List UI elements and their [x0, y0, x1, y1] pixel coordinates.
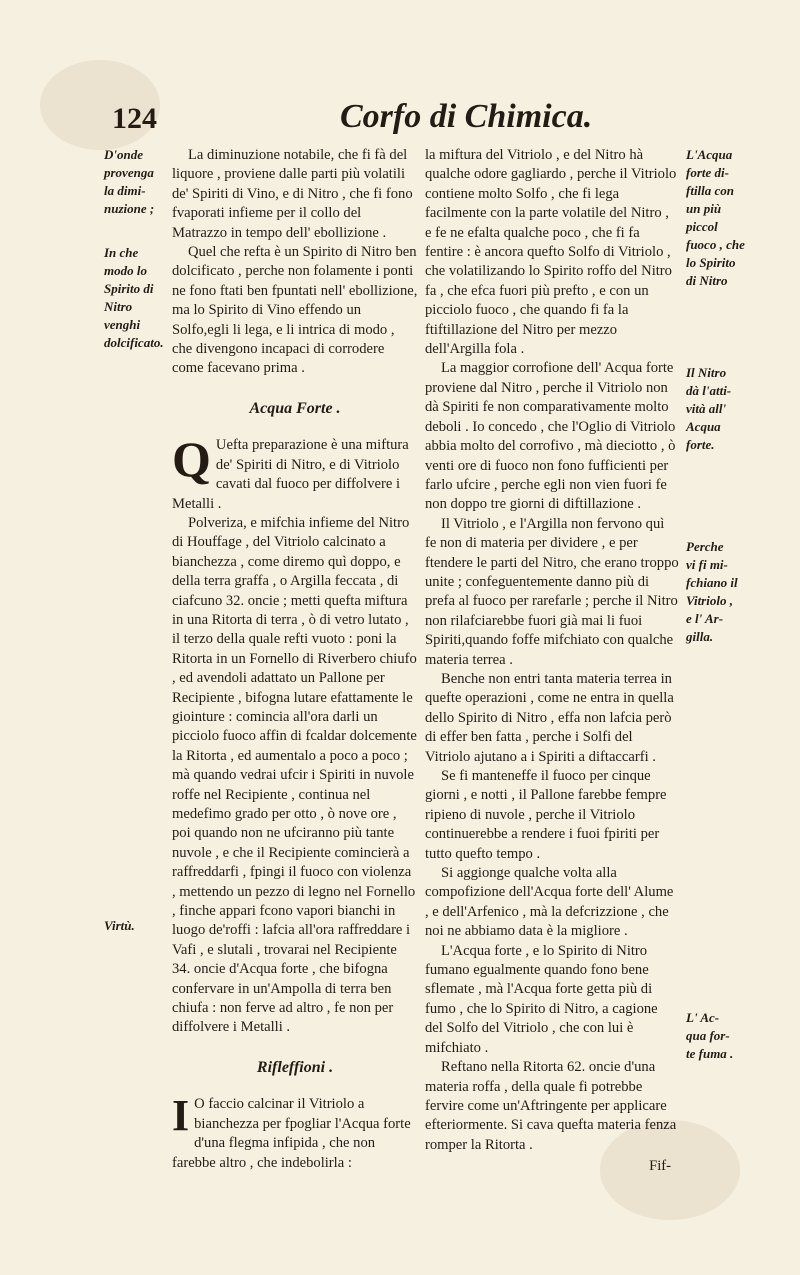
running-title: Corfo di Chimica.: [340, 98, 593, 135]
margin-note-line: piccol: [686, 219, 718, 234]
margin-note-line: Nitro: [104, 299, 133, 314]
margin-note-line: qua for-: [686, 1028, 730, 1043]
margin-note-line: fchiano il: [686, 575, 738, 590]
margin-note: [686, 538, 766, 646]
margin-note-line: dolcificato.: [104, 335, 164, 350]
paragraph: Il Vitriolo , e l'Argilla non fervono quì fe non di materia per dividere , e per ftendere le parti del Nitro, che erano troppo unite ; confeguentemente danno più di prefa al fuoco per rarefarle ; perche il Nitro non rilafciarebbe fuori già mai li fuoi Spiriti,quando foffe mifchiato con qualche materia terrea .: [425, 515, 679, 668]
margin-note-line: modo lo: [104, 263, 147, 278]
margin-note: [104, 244, 172, 352]
section-heading: Acqua Forte .: [249, 399, 341, 417]
page-header: [112, 98, 732, 142]
margin-note-line: Perche: [686, 539, 724, 554]
margin-note-line: L'Acqua: [686, 147, 733, 162]
margin-note-line: provenga: [104, 165, 154, 180]
paragraph: La diminuzione notabile, che fi fà del liquore , proviene dalle parti più volatili de' Spiriti di Vino, e di Nitro , che fi fono fvaporati infieme per il collo del Matrazzo in tempo dell' ebollizione .: [172, 147, 413, 241]
margin-note: [686, 1009, 766, 1063]
text-column-right: [425, 146, 679, 1177]
paragraph-text: O faccio calcinar il Vitriolo a bianchezza per fpogliar l'Acqua forte d'una flegma infipida , che non farebbe altro , che indebolirla :: [172, 1096, 411, 1171]
margin-note: [686, 364, 766, 454]
margin-note-line: di Nitro: [686, 273, 728, 288]
drop-cap: Q: [172, 431, 211, 488]
margin-note-line: fuoco , che: [686, 237, 745, 252]
margin-note: [104, 917, 172, 935]
margin-note-line: D'onde: [104, 147, 143, 162]
paragraph: Polveriza, e mifchia infieme del Nitro di Houffage , del Vitriolo calcinato a bianchezza , come diremo quì doppo, e della terra graffa , o Argilla feccata , di ciafcuno 32. oncie ; metti quefta miftura in una Ritorta di terra , ò di vetro lutato , il terzo della quale refti vuoto : poni la Ritorta in un Fornello di Riverbero chiufo , ed avendoli adattato un Pallone per Recipiente , bifogna lutare efattamente le giointure : comincia all'ora darli un picciolo fuoco affin di fcaldar dolcemente la Ritorta , ed aumentalo a poco a poco ; mà quando vedrai ufcir i Spiriti in nuvole roffe nel Recipiente , continua nel medefimo grado per otto , ò nove ore , poi quando non ne ufciranno più tante nuvole , e che il Recipiente comincierà a raffreddarfi , fpingi il fuoco con violenza , mettendo un pezzo di legno nel Fornello , finche appari fcono vapori bianchi in luogo de'roffi : lafcia all'ora raffreddare i Vafi , e slutali , trovarai nel Recipiente 34. oncie d'Acqua forte , che bifogna confervare in un'Ampolla di terra ben chiufa : non ferve ad altro , fe non per diffolvere i Metalli .: [172, 514, 417, 1036]
paragraph: Si aggionge qualche volta alla compofizione dell'Acqua forte dell' Alume , e dell'Arfenico , mà la defcrizzione , che noi ne abbiamo data è la migliore .: [425, 865, 674, 940]
page-number: 124: [112, 102, 157, 135]
margin-note-line: Spirito di: [104, 281, 154, 296]
catchword: Fif-: [649, 1158, 671, 1175]
paragraph: Reftano nella Ritorta 62. oncie d'una materia roffa , della quale fi potrebbe fervire come un'Aftringente per applicare efteriormente. Si cava quefta materia fenza romper la Ritorta .: [425, 1059, 677, 1153]
margin-note-line: vità all': [686, 401, 727, 416]
margin-note-line: Acqua: [686, 419, 721, 434]
paragraph-text: Uefta preparazione è una miftura de' Spiriti di Nitro, e di Vitriolo cavati dal fuoco per diffolvere i Metalli .: [172, 437, 409, 512]
paragraph: [172, 431, 418, 514]
margin-note-line: ftilla con: [686, 183, 735, 198]
drop-cap: I: [172, 1091, 190, 1141]
paragraph: [172, 1091, 418, 1173]
margin-note-line: Virtù.: [104, 918, 135, 933]
paragraph: Benche non entri tanta materia terrea in quefte operazioni , come ne entra in quella dello Spirito di Nitro , effa non lafcia però di effer ben fatta , perche i Solfi del Vitriolo ajutano a i Spiriti a diftaccarfi .: [425, 670, 674, 765]
margin-note: [104, 146, 172, 218]
margin-note-line: nuzione ;: [104, 201, 155, 216]
margin-note-line: lo Spirito: [686, 255, 736, 270]
margin-note-line: la dimi-: [104, 183, 146, 198]
margin-note-line: Vitriolo ,: [686, 593, 733, 608]
margin-note-line: dà l'atti-: [686, 383, 732, 398]
margin-note-line: vi fi mi-: [686, 557, 728, 572]
paragraph: Se fi manteneffe il fuoco per cinque giorni , e notti , il Pallone farebbe fempre ripieno di nuvole , perche il Vitriolo continuerebbe a rendere i fuoi fpiriti per tutto quefto tempo .: [425, 768, 667, 862]
margin-note-line: e l' Ar-: [686, 611, 724, 626]
margin-note-line: Il Nitro: [686, 365, 727, 380]
margin-note-line: gilla.: [686, 629, 714, 644]
paragraph: Quel che refta è un Spirito di Nitro ben dolcificato , perche non folamente i ponti ne fono ftati ben fpuntati nell' ebollizione, ma lo Spirito di Vino effendo un Solfo,egli li lega, e li intrica di modo , che divengono incapaci di corrodere come facevano prima .: [172, 244, 418, 377]
margin-note-line: L' Ac-: [686, 1010, 720, 1025]
paragraph: la miftura del Vitriolo , e del Nitro hà qualche odore gagliardo , perche il Vitriolo contiene molto Solfo , che fi lega facilmente con la parte volatile del Nitro , e fe ne efalta qualche poco , che fi fa fentire : è ancora quefto Solfo di Vitriolo , che volatilizando lo Spirito roffo del Nitro fa , che efca fuori più prefto , e con un picciolo fuoco , che quando fi fa la ftiftillazione del Nitro per mezzo dell'Argilla fola .: [425, 147, 677, 358]
text-column-left: [172, 146, 418, 1173]
margin-note-line: venghi: [104, 317, 141, 332]
margin-note-line: un più: [686, 201, 722, 216]
section-heading: Rifleffioni .: [256, 1058, 334, 1076]
margin-note: [686, 146, 766, 290]
margin-note-line: forte di-: [686, 165, 729, 180]
margin-note-line: In che: [104, 245, 139, 260]
paragraph: La maggior corrofione dell' Acqua forte proviene dal Nitro , perche il Vitriolo non dà Spiriti fe non comparativamente molto deboli . Io concedo , che l'Oglio di Vitriolo abbia molto del corrofivo , mà dieciotto , ò venti ore di fuoco non fono fufficienti per farlo ufcire , perche egli non vien fuori fe non doppo tre giorni di diftillazione .: [425, 360, 676, 513]
margin-note-line: te fuma .: [686, 1046, 734, 1061]
margin-note-line: forte.: [686, 437, 715, 452]
paragraph: L'Acqua forte , e lo Spirito di Nitro fumano egualmente quando fono bene sflemate , mà l'Acqua forte getta più di fumo , che lo Spirito di Nitro, a cagione del Solfo del Vitriolo , che con lui è mifchiato .: [425, 942, 658, 1056]
